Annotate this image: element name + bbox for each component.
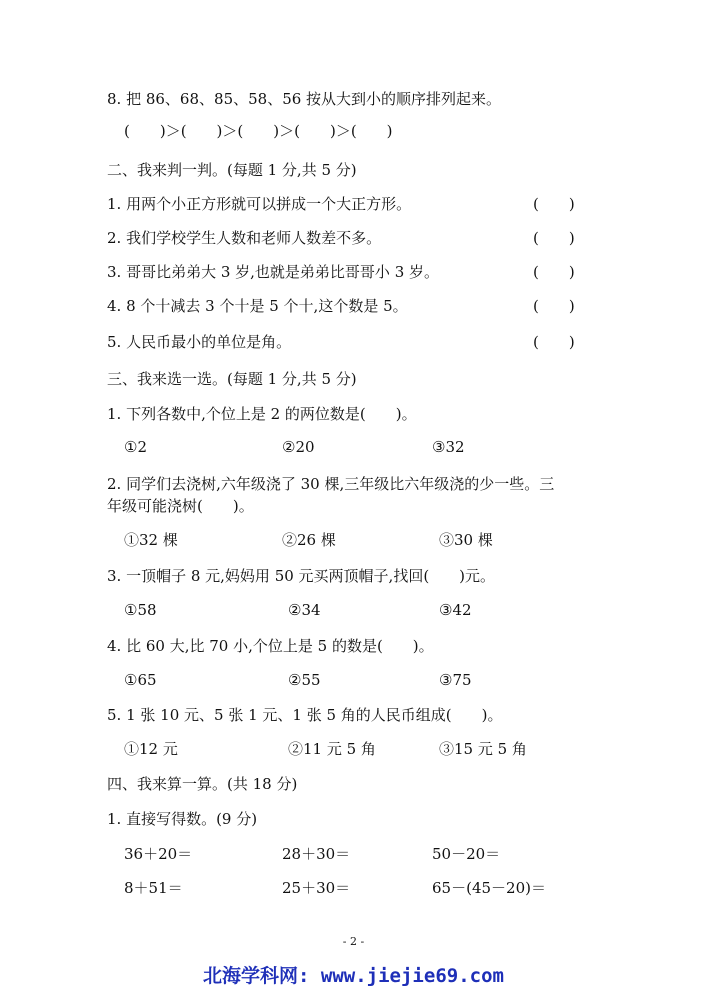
choice-q3-option-1[interactable]: ①58: [124, 601, 157, 619]
judge-item-3-text: 3. 哥哥比弟弟大 3 岁,也就是弟弟比哥哥小 3 岁。: [107, 263, 440, 281]
choice-q2-text-line-2: 年级可能浇树( )。: [107, 497, 254, 515]
choice-q4-option-2[interactable]: ②55: [288, 671, 321, 689]
section-4-heading: 四、我来算一算。(共 18 分): [107, 775, 298, 793]
choice-q3-option-3[interactable]: ③42: [439, 601, 472, 619]
choice-q4-option-1[interactable]: ①65: [124, 671, 157, 689]
choice-q2-option-2[interactable]: ②26 棵: [282, 531, 336, 549]
judge-item-1-answer[interactable]: ( ): [533, 195, 575, 213]
section-2-heading: 二、我来判一判。(每题 1 分,共 5 分): [107, 161, 357, 179]
calc-q1-text: 1. 直接写得数。(9 分): [107, 810, 258, 828]
choice-q2-option-1[interactable]: ①32 棵: [124, 531, 178, 549]
calc-problem-6[interactable]: 65－(45－20)＝: [432, 879, 546, 897]
calc-problem-3[interactable]: 50－20＝: [432, 845, 501, 863]
judge-item-1-text: 1. 用两个小正方形就可以拼成一个大正方形。: [107, 195, 412, 213]
choice-q3-text: 3. 一顶帽子 8 元,妈妈用 50 元买两顶帽子,找回( )元。: [107, 567, 496, 585]
choice-q1-option-2[interactable]: ②20: [282, 438, 315, 456]
calc-problem-1[interactable]: 36＋20＝: [124, 845, 193, 863]
choice-q5-option-3[interactable]: ③15 元 5 角: [439, 740, 527, 758]
question-8-order-blanks[interactable]: ( )＞( )＞( )＞( )＞( ): [124, 122, 393, 140]
judge-item-5-answer[interactable]: ( ): [533, 333, 575, 351]
choice-q5-option-2[interactable]: ②11 元 5 角: [288, 740, 376, 758]
calc-problem-5[interactable]: 25＋30＝: [282, 879, 351, 897]
calc-problem-2[interactable]: 28＋30＝: [282, 845, 351, 863]
judge-item-2-text: 2. 我们学校学生人数和老师人数差不多。: [107, 229, 382, 247]
question-8-text: 8. 把 86、68、85、58、56 按从大到小的顺序排列起来。: [107, 90, 502, 108]
choice-q5-text: 5. 1 张 10 元、5 张 1 元、1 张 5 角的人民币组成( )。: [107, 706, 503, 724]
site-watermark-link[interactable]: 北海学科网: www.jiejie69.com: [203, 965, 504, 987]
choice-q4-text: 4. 比 60 大,比 70 小,个位上是 5 的数是( )。: [107, 637, 434, 655]
judge-item-5-text: 5. 人民币最小的单位是角。: [107, 333, 292, 351]
choice-q1-option-1[interactable]: ①2: [124, 438, 147, 456]
choice-q2-option-3[interactable]: ③30 棵: [439, 531, 493, 549]
judge-item-3-answer[interactable]: ( ): [533, 263, 575, 281]
judge-item-2-answer[interactable]: ( ): [533, 229, 575, 247]
choice-q4-option-3[interactable]: ③75: [439, 671, 472, 689]
page-number: - 2 -: [342, 935, 365, 948]
calc-problem-4[interactable]: 8＋51＝: [124, 879, 183, 897]
section-3-heading: 三、我来选一选。(每题 1 分,共 5 分): [107, 370, 357, 388]
judge-item-4-answer[interactable]: ( ): [533, 297, 575, 315]
choice-q5-option-1[interactable]: ①12 元: [124, 740, 178, 758]
judge-item-4-text: 4. 8 个十减去 3 个十是 5 个十,这个数是 5。: [107, 297, 408, 315]
choice-q1-text: 1. 下列各数中,个位上是 2 的两位数是( )。: [107, 405, 417, 423]
choice-q3-option-2[interactable]: ②34: [288, 601, 321, 619]
choice-q2-text-line-1: 2. 同学们去浇树,六年级浇了 30 棵,三年级比六年级浇的少一些。三: [107, 475, 555, 493]
choice-q1-option-3[interactable]: ③32: [432, 438, 465, 456]
